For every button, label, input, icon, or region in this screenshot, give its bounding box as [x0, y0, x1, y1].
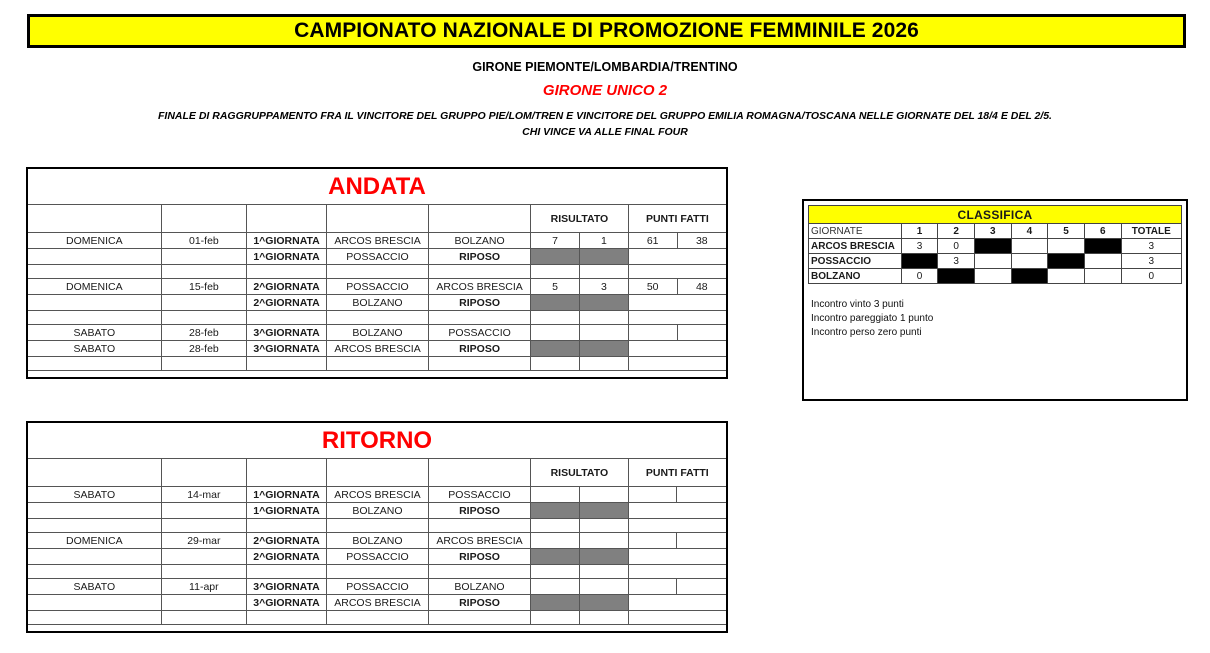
ritorno-header-empty-2: [247, 459, 327, 487]
ritorno-round-3: 2^GIORNATA: [247, 533, 327, 549]
ritorno-home-0: ARCOS BRESCIA: [326, 487, 428, 503]
page-title: CAMPIONATO NAZIONALE DI PROMOZIONE FEMMINILE 2026: [294, 19, 919, 42]
andata-spacer-away-2: [429, 265, 531, 279]
ritorno-away-6: BOLZANO: [428, 579, 530, 595]
andata-spacer-punti-5: [628, 311, 726, 325]
classifica-note-3: Incontro perso zero punti: [811, 327, 922, 338]
andata-day-4: [28, 295, 161, 311]
andata-punti-away-3[interactable]: 48: [677, 279, 726, 295]
classifica-notes: [808, 298, 1182, 340]
ritorno-match-row: [28, 579, 726, 595]
classifica-header-round-3: 3: [974, 224, 1011, 239]
ritorno-spacer-punti-8: [628, 611, 726, 625]
classifica-header-totale: TOTALE: [1121, 224, 1181, 239]
ritorno-result-home-4[interactable]: [531, 549, 580, 565]
ritorno-round-6: 3^GIORNATA: [247, 579, 327, 595]
andata-punti-home-0[interactable]: 61: [628, 233, 677, 249]
andata-spacer-date-8: [161, 357, 246, 371]
ritorno-spacer-away-8: [428, 611, 530, 625]
andata-day-0: DOMENICA: [28, 233, 161, 249]
classifica-header-giornate: GIORNATE: [809, 224, 902, 239]
andata-day-6: SABATO: [28, 325, 161, 341]
andata-header-empty-4: [429, 205, 531, 233]
classifica-cell-totale: 3: [1121, 239, 1181, 254]
classifica-note-1: Incontro vinto 3 punti: [811, 299, 904, 310]
ritorno-result-home-7[interactable]: [531, 595, 580, 611]
andata-home-4: BOLZANO: [326, 295, 428, 311]
andata-result-away-4[interactable]: [579, 295, 628, 311]
andata-round-4: 2^GIORNATA: [247, 295, 327, 311]
ritorno-spacer-r1-8: [531, 611, 580, 625]
andata-spacer-round-5: [247, 311, 327, 325]
ritorno-header-empty-4: [428, 459, 530, 487]
ritorno-away-0: POSSACCIO: [428, 487, 530, 503]
ritorno-spacer-r2-5: [579, 565, 628, 579]
andata-punti-1: [628, 249, 726, 265]
classifica-cell-totale: 3: [1121, 254, 1181, 269]
andata-spacer-r1-5: [531, 311, 580, 325]
note-chi-vince: CHI VINCE VA ALLE FINAL FOUR: [522, 126, 688, 138]
ritorno-home-7: ARCOS BRESCIA: [326, 595, 428, 611]
andata-away-6: POSSACCIO: [429, 325, 531, 341]
ritorno-spacer-home-2: [326, 519, 428, 533]
ritorno-spacer-away-5: [428, 565, 530, 579]
ritorno-punti-home-0[interactable]: [628, 487, 677, 503]
ritorno-spacer-day-5: [28, 565, 161, 579]
ritorno-spacer-home-5: [326, 565, 428, 579]
andata-spacer-day-8: [28, 357, 161, 371]
ritorno-punti-away-6[interactable]: [677, 579, 726, 595]
andata-spacer-date-5: [161, 311, 246, 325]
andata-result-away-7[interactable]: [579, 341, 628, 357]
andata-result-home-3[interactable]: 5: [531, 279, 580, 295]
andata-header-empty-0: [28, 205, 161, 233]
classifica-team-row: [809, 239, 1182, 254]
classifica-cell-round-6[interactable]: [1084, 269, 1121, 284]
page-title-banner: [27, 14, 1186, 48]
ritorno-round-0: 1^GIORNATA: [247, 487, 327, 503]
classifica-header-round-1: 1: [901, 224, 938, 239]
classifica-team-name: POSSACCIO: [809, 254, 902, 269]
andata-date-0: 01-feb: [161, 233, 246, 249]
andata-date-3: 15-feb: [161, 279, 246, 295]
ritorno-home-3: BOLZANO: [326, 533, 428, 549]
classifica-cell-round-3[interactable]: [974, 269, 1011, 284]
classifica-cell-round-1[interactable]: 0: [901, 269, 938, 284]
andata-round-7: 3^GIORNATA: [247, 341, 327, 357]
ritorno-punti-1: [628, 503, 726, 519]
andata-date-7: 28-feb: [161, 341, 246, 357]
andata-round-6: 3^GIORNATA: [247, 325, 327, 341]
ritorno-result-home-6[interactable]: [531, 579, 580, 595]
ritorno-result-away-3[interactable]: [579, 533, 628, 549]
andata-table-container: [26, 167, 728, 379]
andata-punti-home-3[interactable]: 50: [628, 279, 677, 295]
andata-round-3: 2^GIORNATA: [247, 279, 327, 295]
andata-day-7: SABATO: [28, 341, 161, 357]
andata-home-1: POSSACCIO: [326, 249, 428, 265]
andata-spacer-away-8: [429, 357, 531, 371]
ritorno-day-4: [28, 549, 161, 565]
ritorno-spacer-punti-2: [628, 519, 726, 533]
andata-header-row: [28, 205, 726, 233]
ritorno-table-container: [26, 421, 728, 633]
andata-date-4: [161, 295, 246, 311]
ritorno-spacer-date-8: [161, 611, 246, 625]
ritorno-spacer-r1-2: [531, 519, 580, 533]
ritorno-spacer-row: [28, 519, 726, 533]
andata-round-0: 1^GIORNATA: [247, 233, 327, 249]
andata-spacer-round-8: [247, 357, 327, 371]
ritorno-punti-7: [628, 595, 726, 611]
classifica-cell-blocked-2: [938, 269, 975, 284]
andata-match-row: [28, 279, 726, 295]
ritorno-punti-away-3[interactable]: [677, 533, 726, 549]
andata-home-6: BOLZANO: [326, 325, 428, 341]
andata-result-away-0[interactable]: 1: [579, 233, 628, 249]
classifica-cell-round-2[interactable]: 0: [938, 239, 975, 254]
andata-result-home-6[interactable]: [531, 325, 580, 341]
classifica-cell-round-3[interactable]: [974, 254, 1011, 269]
classifica-team-row: [809, 269, 1182, 284]
andata-spacer-punti-8: [628, 357, 726, 371]
andata-home-3: POSSACCIO: [326, 279, 428, 295]
ritorno-result-away-7[interactable]: [579, 595, 628, 611]
andata-away-7: RIPOSO: [429, 341, 531, 357]
classifica-title: CLASSIFICA: [809, 206, 1182, 224]
andata-home-7: ARCOS BRESCIA: [326, 341, 428, 357]
andata-header-empty-1: [161, 205, 246, 233]
ritorno-result-home-3[interactable]: [531, 533, 580, 549]
classifica-note-2: Incontro pareggiato 1 punto: [811, 313, 934, 324]
classifica-cell-blocked-6: [1084, 239, 1121, 254]
classifica-cell-round-2[interactable]: 3: [938, 254, 975, 269]
ritorno-spacer-date-5: [161, 565, 246, 579]
andata-home-0: ARCOS BRESCIA: [326, 233, 428, 249]
classifica-cell-blocked-3: [974, 239, 1011, 254]
classifica-team-name: BOLZANO: [809, 269, 902, 284]
andata-header-risultato: RISULTATO: [531, 205, 629, 233]
ritorno-header-risultato: RISULTATO: [531, 459, 629, 487]
ritorno-result-away-6[interactable]: [579, 579, 628, 595]
classifica-cell-round-1[interactable]: 3: [901, 239, 938, 254]
andata-round-1: 1^GIORNATA: [247, 249, 327, 265]
ritorno-punti-home-3[interactable]: [628, 533, 677, 549]
andata-spacer-punti-2: [628, 265, 726, 279]
andata-spacer-date-2: [161, 265, 246, 279]
ritorno-match-row: [28, 487, 726, 503]
classifica-cell-round-6[interactable]: [1084, 254, 1121, 269]
ritorno-header-empty-3: [326, 459, 428, 487]
andata-spacer-r1-8: [531, 357, 580, 371]
classifica-header-row: [809, 224, 1182, 239]
andata-date-6: 28-feb: [161, 325, 246, 341]
classifica-cell-round-4[interactable]: [1011, 239, 1048, 254]
andata-table: [28, 169, 726, 371]
note-finale-raggruppamento: FINALE DI RAGGRUPPAMENTO FRA IL VINCITORE DEL GRUPPO PIE/LOM/TREN E VINCITORE DEL GRUPPO EMILIA ROMAGNA/TOSCANA NELLE GIORNATE DEL 18/4 E DEL 2/5.: [158, 110, 1052, 122]
andata-spacer-day-5: [28, 311, 161, 325]
andata-match-row: [28, 325, 726, 341]
classifica-cell-blocked-1: [901, 254, 938, 269]
ritorno-home-4: POSSACCIO: [326, 549, 428, 565]
classifica-cell-round-4[interactable]: [1011, 254, 1048, 269]
andata-spacer-home-8: [326, 357, 428, 371]
ritorno-match-row: [28, 533, 726, 549]
andata-spacer-r2-5: [579, 311, 628, 325]
ritorno-home-1: BOLZANO: [326, 503, 428, 519]
ritorno-spacer-away-2: [428, 519, 530, 533]
ritorno-match-row: [28, 503, 726, 519]
ritorno-header-empty-0: [28, 459, 161, 487]
andata-result-home-1[interactable]: [531, 249, 580, 265]
ritorno-away-7: RIPOSO: [428, 595, 530, 611]
ritorno-home-6: POSSACCIO: [326, 579, 428, 595]
ritorno-date-1: [161, 503, 246, 519]
ritorno-date-4: [161, 549, 246, 565]
classifica-cell-blocked-4: [1011, 269, 1048, 284]
andata-day-1: [28, 249, 161, 265]
subtitle-group: GIRONE PIEMONTE/LOMBARDIA/TRENTINO: [472, 60, 738, 74]
andata-spacer-round-2: [247, 265, 327, 279]
ritorno-round-1: 1^GIORNATA: [247, 503, 327, 519]
ritorno-date-3: 29-mar: [161, 533, 246, 549]
ritorno-date-6: 11-apr: [161, 579, 246, 595]
ritorno-day-1: [28, 503, 161, 519]
andata-punti-4: [628, 295, 726, 311]
ritorno-header-row: [28, 459, 726, 487]
andata-spacer-row: [28, 311, 726, 325]
andata-away-1: RIPOSO: [429, 249, 531, 265]
ritorno-header-empty-1: [161, 459, 246, 487]
ritorno-spacer-r1-5: [531, 565, 580, 579]
andata-punti-7: [628, 341, 726, 357]
subtitle-girone-unico: GIRONE UNICO 2: [542, 82, 668, 99]
classifica-header-round-5: 5: [1048, 224, 1085, 239]
andata-spacer-row: [28, 357, 726, 371]
ritorno-spacer-day-2: [28, 519, 161, 533]
ritorno-away-3: ARCOS BRESCIA: [428, 533, 530, 549]
andata-spacer-day-2: [28, 265, 161, 279]
ritorno-punti-home-6[interactable]: [628, 579, 677, 595]
ritorno-day-3: DOMENICA: [28, 533, 161, 549]
andata-header-punti: PUNTI FATTI: [628, 205, 726, 233]
ritorno-spacer-day-8: [28, 611, 161, 625]
andata-spacer-home-5: [326, 311, 428, 325]
ritorno-spacer-row: [28, 565, 726, 579]
andata-away-3: ARCOS BRESCIA: [429, 279, 531, 295]
classifica-team-name: ARCOS BRESCIA: [809, 239, 902, 254]
andata-match-row: [28, 249, 726, 265]
ritorno-title: RITORNO: [28, 423, 726, 459]
andata-date-1: [161, 249, 246, 265]
ritorno-match-row: [28, 549, 726, 565]
andata-punti-away-0[interactable]: 38: [677, 233, 726, 249]
ritorno-spacer-round-2: [247, 519, 327, 533]
ritorno-day-0: SABATO: [28, 487, 161, 503]
ritorno-round-4: 2^GIORNATA: [247, 549, 327, 565]
andata-title: ANDATA: [28, 169, 726, 205]
ritorno-punti-away-0[interactable]: [677, 487, 726, 503]
ritorno-spacer-row: [28, 611, 726, 625]
ritorno-day-6: SABATO: [28, 579, 161, 595]
andata-punti-home-6[interactable]: [628, 325, 677, 341]
ritorno-result-away-4[interactable]: [579, 549, 628, 565]
andata-away-0: BOLZANO: [429, 233, 531, 249]
ritorno-spacer-r2-2: [579, 519, 628, 533]
andata-spacer-r2-2: [579, 265, 628, 279]
ritorno-date-7: [161, 595, 246, 611]
classifica-team-row: [809, 254, 1182, 269]
andata-result-home-0[interactable]: 7: [531, 233, 580, 249]
classifica-cell-totale: 0: [1121, 269, 1181, 284]
classifica-container: [802, 199, 1188, 401]
classifica-header-round-6: 6: [1084, 224, 1121, 239]
classifica-header-round-4: 4: [1011, 224, 1048, 239]
andata-spacer-r1-2: [531, 265, 580, 279]
ritorno-date-0: 14-mar: [161, 487, 246, 503]
andata-result-away-1[interactable]: [579, 249, 628, 265]
classifica-cell-blocked-5: [1048, 254, 1085, 269]
andata-punti-away-6[interactable]: [677, 325, 726, 341]
andata-spacer-row: [28, 265, 726, 279]
andata-spacer-away-5: [429, 311, 531, 325]
ritorno-header-punti: PUNTI FATTI: [628, 459, 726, 487]
andata-away-4: RIPOSO: [429, 295, 531, 311]
classifica-table: [808, 205, 1182, 284]
classifica-cell-round-5[interactable]: [1048, 269, 1085, 284]
ritorno-punti-4: [628, 549, 726, 565]
andata-match-row: [28, 233, 726, 249]
ritorno-day-7: [28, 595, 161, 611]
ritorno-match-row: [28, 595, 726, 611]
ritorno-round-7: 3^GIORNATA: [247, 595, 327, 611]
andata-match-row: [28, 295, 726, 311]
classifica-header-round-2: 2: [938, 224, 975, 239]
ritorno-spacer-date-2: [161, 519, 246, 533]
ritorno-spacer-r2-8: [579, 611, 628, 625]
classifica-cell-round-5[interactable]: [1048, 239, 1085, 254]
andata-spacer-home-2: [326, 265, 428, 279]
ritorno-result-home-0[interactable]: [531, 487, 580, 503]
ritorno-spacer-home-8: [326, 611, 428, 625]
ritorno-away-4: RIPOSO: [428, 549, 530, 565]
andata-day-3: DOMENICA: [28, 279, 161, 295]
ritorno-result-away-0[interactable]: [579, 487, 628, 503]
ritorno-result-home-1[interactable]: [531, 503, 580, 519]
andata-result-away-6[interactable]: [579, 325, 628, 341]
andata-header-empty-3: [326, 205, 428, 233]
andata-header-empty-2: [247, 205, 327, 233]
ritorno-spacer-round-8: [247, 611, 327, 625]
andata-result-home-7[interactable]: [531, 341, 580, 357]
ritorno-result-away-1[interactable]: [579, 503, 628, 519]
ritorno-spacer-punti-5: [628, 565, 726, 579]
andata-match-row: [28, 341, 726, 357]
ritorno-table: [28, 423, 726, 625]
andata-result-home-4[interactable]: [531, 295, 580, 311]
ritorno-spacer-round-5: [247, 565, 327, 579]
ritorno-away-1: RIPOSO: [428, 503, 530, 519]
andata-spacer-r2-8: [579, 357, 628, 371]
andata-result-away-3[interactable]: 3: [579, 279, 628, 295]
